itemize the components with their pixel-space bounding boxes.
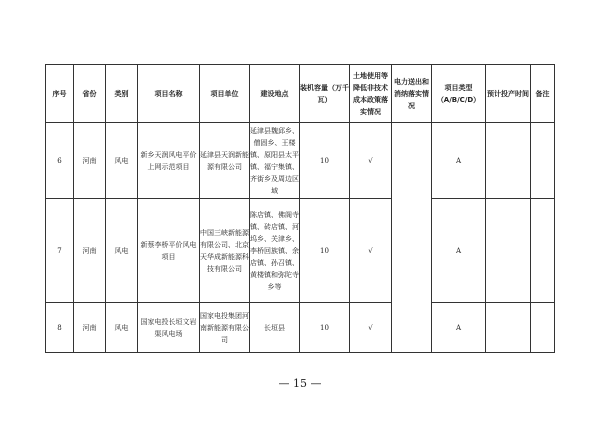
cell-type: A <box>432 199 486 303</box>
cell-seq: 6 <box>46 123 74 199</box>
cell-province: 河南 <box>74 303 106 353</box>
header-capacity: 装机容量（万千瓦） <box>300 65 350 123</box>
cell-location: 长垣县 <box>250 303 300 353</box>
header-location: 建设地点 <box>250 65 300 123</box>
cell-location: 陈店镇、佛阁寺镇、砖店镇、河坞乡、关津乡、李桥回族镇、余店镇、孙召镇、黄楼镇和弥陀寺乡等 <box>250 199 300 303</box>
header-land-policy: 土地使用等降低非技术成本政策落实情况 <box>350 65 392 123</box>
cell-category: 风电 <box>106 123 138 199</box>
header-type: 项目类型（A/B/C/D） <box>432 65 486 123</box>
cell-time <box>486 199 531 303</box>
cell-unit: 国家电投集团河南新能源有限公司 <box>200 303 250 353</box>
cell-name: 新乡天润风电平价上网示范项目 <box>138 123 200 199</box>
header-power: 电力送出和消纳落实情况 <box>392 65 432 123</box>
table-header-row <box>46 65 555 123</box>
cell-land-policy: √ <box>350 303 392 353</box>
cell-type: A <box>432 123 486 199</box>
cell-name: 国家电投长垣文岩渠风电场 <box>138 303 200 353</box>
cell-power-merged <box>392 123 432 353</box>
cell-type: A <box>432 303 486 353</box>
cell-province: 河南 <box>74 123 106 199</box>
header-seq: 序号 <box>46 65 74 123</box>
table-row <box>46 303 555 353</box>
page-number: — 15 — <box>278 377 322 390</box>
cell-capacity: 10 <box>300 123 350 199</box>
header-province: 省份 <box>74 65 106 123</box>
header-unit: 项目单位 <box>200 65 250 123</box>
header-time: 预计投产时间 <box>486 65 531 123</box>
cell-seq: 7 <box>46 199 74 303</box>
cell-province: 河南 <box>74 199 106 303</box>
cell-unit: 中国三峡新能源有限公司、北京天华成新能源科技有限公司 <box>200 199 250 303</box>
cell-time <box>486 303 531 353</box>
cell-unit: 延津县天润新能源有限公司 <box>200 123 250 199</box>
cell-category: 风电 <box>106 303 138 353</box>
cell-remark <box>531 303 555 353</box>
header-name: 项目名称 <box>138 65 200 123</box>
cell-land-policy: √ <box>350 123 392 199</box>
cell-location: 延津县魏邱乡、僧固乡、王楼镇、原阳县太平镇、福宁集镇、齐街乡及周边区域 <box>250 123 300 199</box>
table-row <box>46 199 555 303</box>
table-row <box>46 123 555 199</box>
cell-time <box>486 123 531 199</box>
cell-remark <box>531 123 555 199</box>
header-remark: 备注 <box>531 65 555 123</box>
cell-capacity: 10 <box>300 199 350 303</box>
cell-category: 风电 <box>106 199 138 303</box>
cell-remark <box>531 199 555 303</box>
cell-land-policy: √ <box>350 199 392 303</box>
cell-name: 新蔡李桥平价风电项目 <box>138 199 200 303</box>
cell-capacity: 10 <box>300 303 350 353</box>
project-table <box>45 64 555 353</box>
cell-seq: 8 <box>46 303 74 353</box>
header-category: 类别 <box>106 65 138 123</box>
